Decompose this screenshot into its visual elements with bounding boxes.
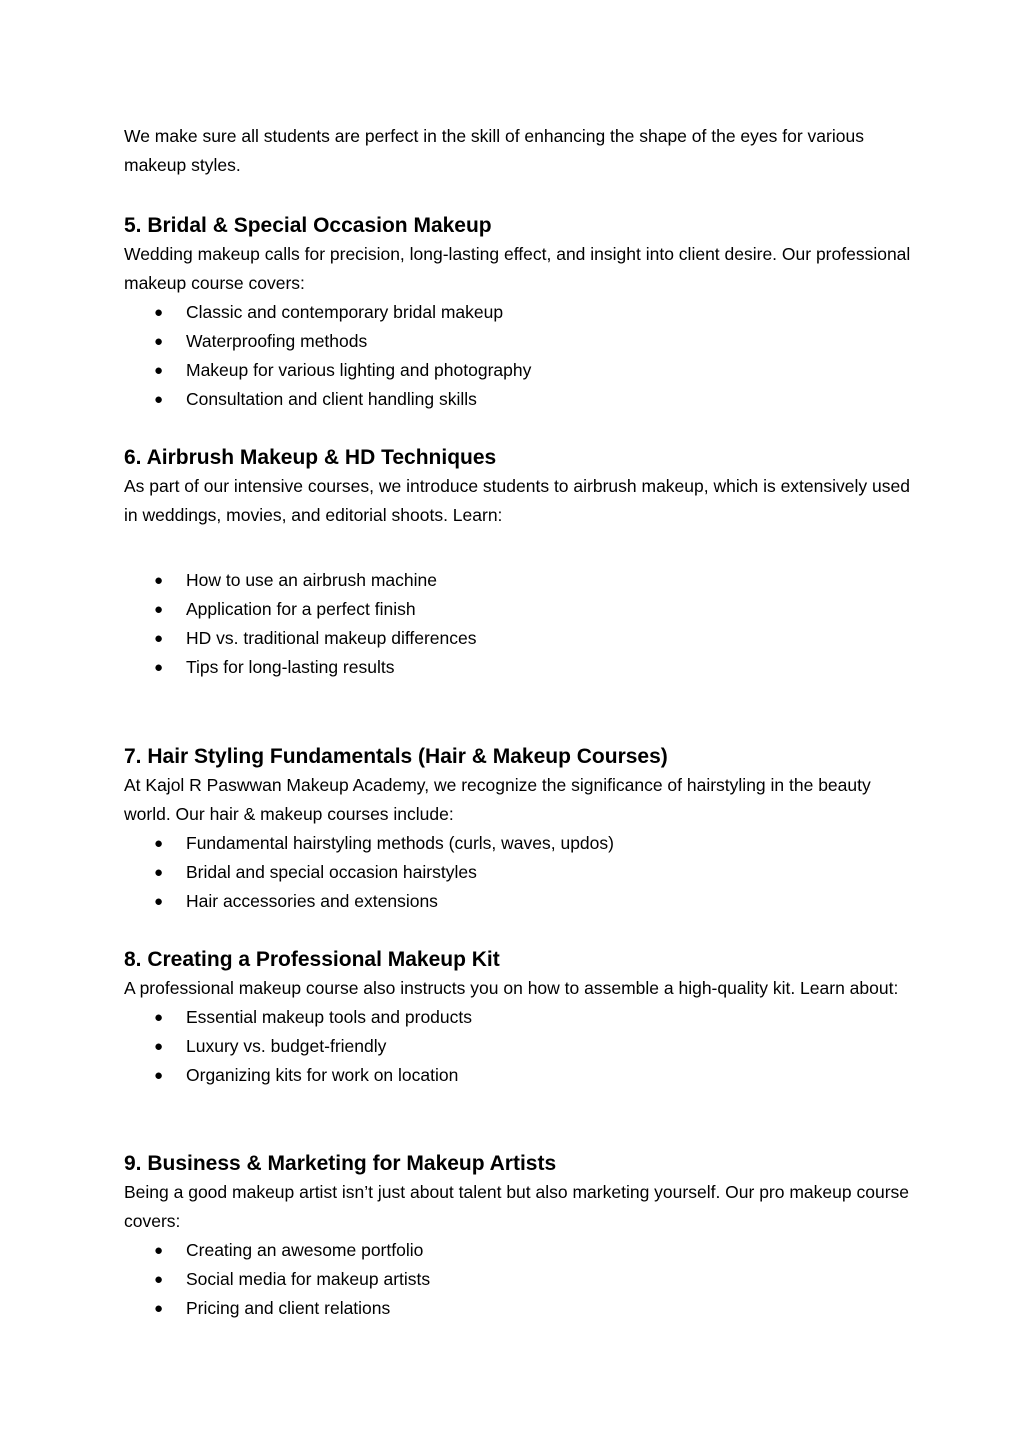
list-item bbox=[154, 298, 914, 327]
list-item-text: Makeup for various lighting and photography bbox=[186, 360, 532, 380]
list-item-text: Waterproofing methods bbox=[186, 331, 368, 351]
list-item-text: Luxury vs. budget-friendly bbox=[186, 1036, 387, 1056]
section-body: A professional makeup course also instructs you on how to assemble a high-quality kit. Learn about: bbox=[124, 978, 899, 998]
list-item-text: HD vs. traditional makeup differences bbox=[186, 628, 477, 648]
bullet-icon: ● bbox=[154, 630, 164, 647]
bullet-list bbox=[124, 1236, 914, 1323]
bullet-icon: ● bbox=[154, 391, 164, 408]
section-body: At Kajol R Paswwan Makeup Academy, we recognize the significance of hairstyling in the beauty world. Our hair & makeup courses include: bbox=[124, 775, 871, 824]
list-item bbox=[154, 1294, 914, 1323]
bullet-icon: ● bbox=[154, 304, 164, 321]
bullet-icon: ● bbox=[154, 659, 164, 676]
list-item bbox=[154, 1265, 914, 1294]
list-item bbox=[154, 566, 914, 595]
list-item bbox=[154, 858, 914, 887]
list-item-text: Creating an awesome portfolio bbox=[186, 1240, 424, 1260]
section-heading: 8. Creating a Professional Makeup Kit bbox=[124, 948, 500, 971]
list-item-text: Tips for long-lasting results bbox=[186, 657, 395, 677]
bullet-icon: ● bbox=[154, 1300, 164, 1317]
list-item-text: Hair accessories and extensions bbox=[186, 891, 438, 911]
list-item bbox=[154, 1003, 914, 1032]
section-body: As part of our intensive courses, we introduce students to airbrush makeup, which is extensively used in weddings, movies, and editorial shoots. Learn: bbox=[124, 476, 910, 525]
list-item bbox=[154, 1032, 914, 1061]
list-item-text: Fundamental hairstyling methods (curls, waves, updos) bbox=[186, 833, 614, 853]
bullet-list bbox=[124, 566, 914, 682]
section-bridal-makeup bbox=[124, 212, 914, 414]
list-item bbox=[154, 356, 914, 385]
list-item-text: Bridal and special occasion hairstyles bbox=[186, 862, 477, 882]
list-item-text: Consultation and client handling skills bbox=[186, 389, 477, 409]
bullet-icon: ● bbox=[154, 893, 164, 910]
section-heading: 5. Bridal & Special Occasion Makeup bbox=[124, 214, 492, 237]
list-item bbox=[154, 327, 914, 356]
bullet-list bbox=[124, 298, 914, 414]
list-item bbox=[154, 1236, 914, 1265]
section-airbrush-makeup bbox=[124, 444, 914, 682]
section-makeup-kit bbox=[124, 946, 914, 1090]
list-item bbox=[154, 887, 914, 916]
section-body: Being a good makeup artist isn’t just about talent but also marketing yourself. Our pro makeup course covers: bbox=[124, 1182, 910, 1231]
list-item bbox=[154, 829, 914, 858]
list-item bbox=[154, 624, 914, 653]
list-item-text: Application for a perfect finish bbox=[186, 599, 416, 619]
bullet-icon: ● bbox=[154, 864, 164, 881]
list-item-text: Organizing kits for work on location bbox=[186, 1065, 459, 1085]
list-item-text: Pricing and client relations bbox=[186, 1298, 391, 1318]
bullet-icon: ● bbox=[154, 601, 164, 618]
list-item-text: Essential makeup tools and products bbox=[186, 1007, 472, 1027]
bullet-icon: ● bbox=[154, 1038, 164, 1055]
bullet-icon: ● bbox=[154, 572, 164, 589]
list-item bbox=[154, 385, 914, 414]
section-hair-styling bbox=[124, 743, 914, 916]
list-item bbox=[154, 595, 914, 624]
bullet-icon: ● bbox=[154, 333, 164, 350]
bullet-icon: ● bbox=[154, 835, 164, 852]
list-item-text: Classic and contemporary bridal makeup bbox=[186, 302, 504, 322]
bullet-list bbox=[124, 829, 914, 916]
section-heading: 9. Business & Marketing for Makeup Artists bbox=[124, 1152, 557, 1175]
section-heading: 7. Hair Styling Fundamentals (Hair & Makeup Courses) bbox=[124, 745, 668, 768]
bullet-icon: ● bbox=[154, 1242, 164, 1259]
intro-paragraph: We make sure all students are perfect in the skill of enhancing the shape of the eyes for various makeup styles. bbox=[124, 126, 864, 175]
bullet-icon: ● bbox=[154, 1067, 164, 1084]
list-item-text: How to use an airbrush machine bbox=[186, 570, 437, 590]
bullet-icon: ● bbox=[154, 362, 164, 379]
bullet-icon: ● bbox=[154, 1271, 164, 1288]
section-body: Wedding makeup calls for precision, long-lasting effect, and insight into client desire. Our professional makeup course covers: bbox=[124, 244, 911, 293]
section-heading: 6. Airbrush Makeup & HD Techniques bbox=[124, 446, 497, 469]
section-business-marketing bbox=[124, 1150, 914, 1323]
list-item bbox=[154, 1061, 914, 1090]
list-item-text: Social media for makeup artists bbox=[186, 1269, 431, 1289]
bullet-icon: ● bbox=[154, 1009, 164, 1026]
list-item bbox=[154, 653, 914, 682]
bullet-list bbox=[124, 1003, 914, 1090]
